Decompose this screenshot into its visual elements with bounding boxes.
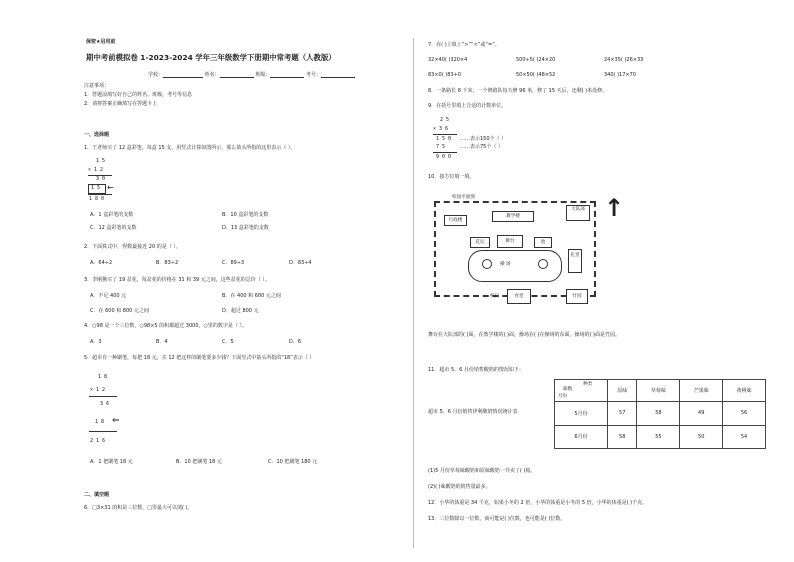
q1-calc-line: 1 8 0 bbox=[89, 196, 105, 202]
secret-mark: 保密★启用前 bbox=[86, 39, 116, 45]
q1-calc-line: 1 5 bbox=[91, 185, 101, 191]
q4-option-b[interactable]: B．4 bbox=[156, 339, 168, 345]
calc-rule bbox=[88, 194, 112, 195]
table-header: 黄桃味 bbox=[723, 380, 766, 402]
note-item: 1．答题前填写好自己的姓名、班级、考号等信息 bbox=[84, 92, 193, 98]
name-label: 姓名： bbox=[204, 72, 220, 78]
q5-option-c[interactable]: C．10 把刷笔 180 元 bbox=[268, 459, 318, 465]
map-pool: 池 bbox=[534, 237, 552, 248]
q4-text: 4．○98 是一个三位数，○98×5 的积都超过 3000，○里的数字是（ ）。 bbox=[84, 323, 247, 329]
q2-option-b[interactable]: B．83÷2 bbox=[156, 260, 179, 266]
map-admin: 行政楼 bbox=[444, 215, 467, 226]
table-cell: 49 bbox=[680, 402, 723, 426]
map-team: 大队部 bbox=[566, 205, 590, 221]
q9-calc-line: 1 5 0 bbox=[436, 136, 452, 142]
north-arrow-icon: ↑ bbox=[604, 194, 625, 222]
q9-text: 9．在括号里填上合适的计数单位。 bbox=[428, 103, 507, 109]
table-cell: 50 bbox=[680, 425, 723, 449]
q11-fill-1: (1)5 月份草莓味酸奶和原味酸奶一共卖了( )箱。 bbox=[428, 468, 536, 474]
exam-no-label: 考号： bbox=[305, 72, 321, 78]
q9-calc-line: 7 5 bbox=[436, 144, 446, 150]
map-circle bbox=[538, 259, 548, 269]
page-title: 期中考前模拟卷 1-2023-2024 学年三年级数学下册期中常考题（人教版） bbox=[86, 53, 336, 62]
map-circle bbox=[482, 259, 492, 269]
campus-map bbox=[430, 193, 600, 308]
table-cell: 58 bbox=[608, 425, 637, 449]
map-teach: 教学楼 bbox=[492, 211, 534, 222]
map-title: 校园平面图 bbox=[452, 195, 475, 200]
column-divider bbox=[413, 38, 414, 548]
table-cell: 58 bbox=[637, 402, 680, 426]
q5-option-a[interactable]: A．1 把刷笔 18 元 bbox=[90, 459, 133, 465]
q1-option-c[interactable]: C．12 盒彩笔的支数 bbox=[90, 225, 137, 231]
arrow-left-icon: ← bbox=[107, 183, 114, 192]
table-cell: 56 bbox=[723, 402, 766, 426]
q7-item: 32×40( )320×4 bbox=[428, 57, 468, 63]
map-garden: 花坛 bbox=[470, 237, 490, 248]
table-cell: 54 bbox=[723, 425, 766, 449]
school-label: 学校： bbox=[148, 72, 164, 78]
exam-no-field[interactable] bbox=[321, 72, 355, 78]
sales-table bbox=[554, 379, 766, 449]
q2-option-c[interactable]: C．89÷3 bbox=[222, 260, 245, 266]
q1-text: 1．王老师买了 12 盒彩笔，每盒 15 支，用竖式计算如图所示，那么箭头所指的这里表示（ ）。 bbox=[84, 145, 296, 151]
q9-calc-line: 2 5 bbox=[440, 117, 450, 123]
calc-rule bbox=[433, 152, 457, 153]
q3-option-d[interactable]: D．超过 800 元 bbox=[222, 308, 259, 314]
name-field[interactable] bbox=[220, 72, 254, 78]
q13-text: 13．三位数除以一位数，商可能是( )位数，也可能是( )位数。 bbox=[428, 516, 566, 522]
q2-text: 2．下面算式中，得数最接近 20 的是（ ）。 bbox=[84, 244, 181, 250]
q3-option-a[interactable]: A．不足 400 元 bbox=[90, 293, 127, 299]
q7-item: 50×50( )48×52 bbox=[516, 72, 556, 78]
q9-hint: ……表示75个（ ） bbox=[460, 144, 503, 150]
q1-calc-line: 3 0 bbox=[96, 176, 106, 182]
q1-option-b[interactable]: B．10 盒彩笔的支数 bbox=[222, 212, 269, 218]
q11-fill-2: (2)( )味酸奶的销售量最多。 bbox=[428, 484, 491, 490]
table-amount-label: 箱数 bbox=[563, 387, 573, 392]
arrow-left-icon: ⇐ bbox=[112, 416, 120, 426]
map-field: 操 场 bbox=[500, 262, 511, 267]
q1-calc-line: 1 5 bbox=[96, 158, 106, 164]
q7-item: 83×0( )83+0 bbox=[428, 72, 461, 78]
school-field[interactable] bbox=[163, 72, 203, 78]
q5-calc-line: × 1 2 bbox=[90, 387, 106, 393]
class-label: 班级： bbox=[255, 72, 271, 78]
q7-item: 500÷5( )24×20 bbox=[516, 57, 556, 63]
table-header: 原味 bbox=[608, 380, 637, 402]
section-fill-heading: 二、填空题 bbox=[84, 492, 110, 498]
table-header: 芒果味 bbox=[680, 380, 723, 402]
table-cell: 57 bbox=[608, 402, 637, 426]
q5-calc-line: 1 8 bbox=[95, 419, 105, 425]
student-info-row bbox=[148, 72, 355, 78]
q9-hint: ……表示150个（ ） bbox=[460, 136, 507, 142]
table-header: 草莓味 bbox=[637, 380, 680, 402]
q7-item: 24×35( )26×33 bbox=[604, 57, 644, 63]
q9-calc-line: 9 0 0 bbox=[436, 154, 452, 160]
table-row bbox=[555, 425, 766, 449]
q7-title: 7．在( )上填上“>”“<”或“=”。 bbox=[428, 42, 500, 48]
q4-option-c[interactable]: C．5 bbox=[222, 339, 234, 345]
q7-item: 340( )17×70 bbox=[604, 72, 636, 78]
calc-rule bbox=[89, 396, 117, 397]
q3-option-c[interactable]: C．在 600 和 800 元之间 bbox=[90, 308, 149, 314]
table-cell: 6月份 bbox=[555, 425, 608, 449]
q2-option-d[interactable]: D．83÷4 bbox=[289, 260, 312, 266]
q1-option-d[interactable]: D．13 盒彩笔的支数 bbox=[222, 225, 269, 231]
q5-calc-line: 3 6 bbox=[100, 401, 110, 407]
q10-text: 10．接方位填一填。 bbox=[428, 174, 475, 180]
map-stage: 舞台 bbox=[497, 235, 523, 248]
q10-fill: 舞台在大队部的( )面，在教学楼的( )面，操场在( )在操场的东面，操场的( )面是竹园。 bbox=[428, 332, 620, 338]
q4-option-d[interactable]: D．6 bbox=[289, 339, 302, 345]
q1-calc-line: × 1 2 bbox=[88, 167, 104, 173]
map-hall: 礼堂 bbox=[568, 249, 582, 273]
class-field[interactable] bbox=[270, 72, 304, 78]
q5-text: 5．超市有一种刷笔，每把 18 元，买 12 把这样的刷笔要多少钱？下面竖式中箭头所指的“18”表示（ ） bbox=[84, 355, 315, 361]
map-pavilion: 竹园 bbox=[566, 289, 588, 304]
q6-text: 6．□3×31 的积是三位数，□里最大可以填( )。 bbox=[84, 505, 193, 511]
table-month-label: 月份 bbox=[558, 394, 568, 399]
q12-text: 12．小华的体重是 34 千克，如果小冬的 2 倍，小华的体重是小冬的 5 倍，小华的体重是( )千克。 bbox=[428, 500, 648, 506]
q5-calc-line: 1 8 bbox=[98, 374, 108, 380]
table-row bbox=[555, 402, 766, 426]
notes-heading: 注意事项： bbox=[84, 83, 110, 89]
table-cell: 5月份 bbox=[555, 402, 608, 426]
q3-option-b[interactable]: B．在 400 和 600 元之间 bbox=[222, 293, 281, 299]
q5-option-b[interactable]: B．10 把刷笔 18 元 bbox=[176, 459, 222, 465]
calc-rule bbox=[89, 431, 117, 432]
table-kind-label: 种类 bbox=[583, 382, 593, 387]
q11-caption: 超市 5、6 月份销售伊利酸奶情况统计表 bbox=[428, 409, 518, 415]
table-cell: 55 bbox=[637, 425, 680, 449]
map-canteen: 食堂 bbox=[507, 289, 531, 304]
q3-text: 3．李刚拂买了 19 盆花，每盆花的价格在 31 和 39 元之间，这些盆花的总价（ ）。 bbox=[84, 277, 270, 283]
q11-text: 11．超市 5、6 月份销售酸奶的情况如下： bbox=[428, 367, 524, 373]
section-choice-heading: 一、选择题 bbox=[84, 132, 110, 138]
q8-text: 8．一条路长 8 千米，一个修路队每天修 96 米，修了 15 天后，还剩( )米没修。 bbox=[428, 88, 608, 94]
map-gate: 校门 bbox=[490, 294, 500, 299]
note-item: 2．请将答案正确填写在答题卡上 bbox=[84, 101, 158, 107]
table-corner-cell bbox=[555, 380, 608, 402]
q4-option-a[interactable]: A．3 bbox=[90, 339, 102, 345]
q5-calc-line: 2 1 6 bbox=[90, 438, 106, 444]
q1-option-a[interactable]: A．1 盒彩笔的支数 bbox=[90, 212, 134, 218]
calc-rule bbox=[433, 134, 457, 135]
q2-option-a[interactable]: A．64÷2 bbox=[90, 260, 113, 266]
q9-calc-line: × 3 6 bbox=[433, 126, 449, 132]
